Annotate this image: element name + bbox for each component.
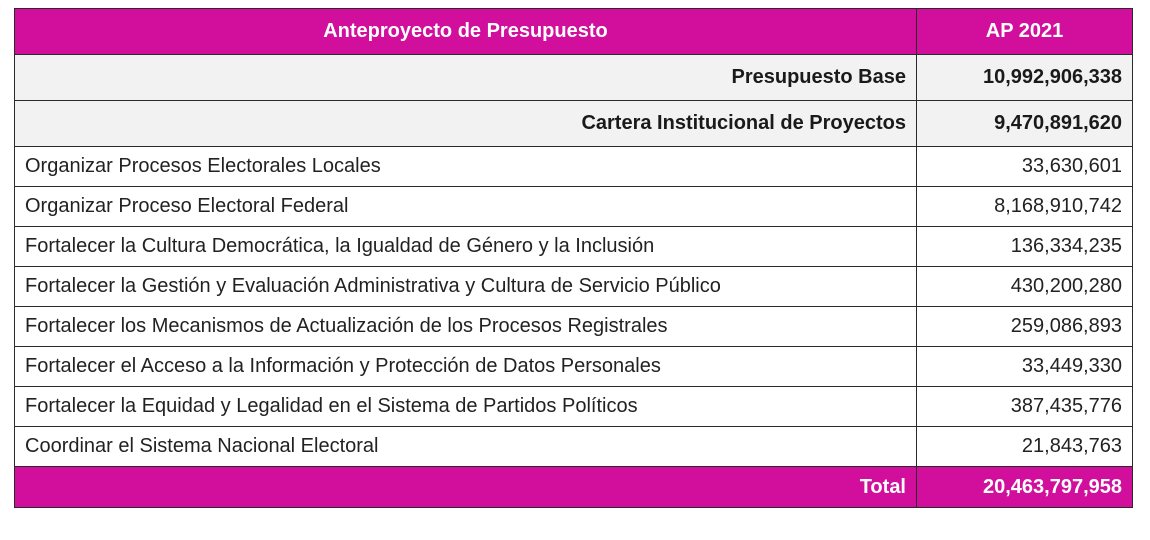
table-row	[15, 307, 1133, 347]
budget-table	[14, 8, 1133, 508]
subtotal-label: Presupuesto Base	[15, 55, 917, 101]
table-row	[15, 427, 1133, 467]
total-row	[15, 467, 1133, 508]
row-label: Fortalecer la Gestión y Evaluación Administrativa y Cultura de Servicio Público	[15, 267, 917, 307]
row-value: 33,630,601	[917, 147, 1133, 187]
subtotal-label: Cartera Institucional de Proyectos	[15, 101, 917, 147]
row-label: Fortalecer los Mecanismos de Actualización de los Procesos Registrales	[15, 307, 917, 347]
row-value: 387,435,776	[917, 387, 1133, 427]
row-value: 8,168,910,742	[917, 187, 1133, 227]
row-value: 33,449,330	[917, 347, 1133, 387]
row-value: 259,086,893	[917, 307, 1133, 347]
table-row	[15, 227, 1133, 267]
subtotal-value: 10,992,906,338	[917, 55, 1133, 101]
budget-table-container	[14, 8, 1132, 508]
total-label: Total	[15, 467, 917, 508]
table-row	[15, 187, 1133, 227]
table-row	[15, 147, 1133, 187]
table-row	[15, 387, 1133, 427]
row-value: 136,334,235	[917, 227, 1133, 267]
table-row	[15, 347, 1133, 387]
subtotal-row-presupuesto-base	[15, 55, 1133, 101]
header-column-ap2021: AP 2021	[917, 9, 1133, 55]
row-label: Fortalecer la Equidad y Legalidad en el Sistema de Partidos Políticos	[15, 387, 917, 427]
row-label: Coordinar el Sistema Nacional Electoral	[15, 427, 917, 467]
row-label: Fortalecer la Cultura Democrática, la Igualdad de Género y la Inclusión	[15, 227, 917, 267]
row-value: 21,843,763	[917, 427, 1133, 467]
row-label: Fortalecer el Acceso a la Información y Protección de Datos Personales	[15, 347, 917, 387]
row-value: 430,200,280	[917, 267, 1133, 307]
table-row	[15, 267, 1133, 307]
subtotal-value: 9,470,891,620	[917, 101, 1133, 147]
header-label: Anteproyecto de Presupuesto	[15, 9, 917, 55]
subtotal-row-cartera	[15, 101, 1133, 147]
table-header-row	[15, 9, 1133, 55]
total-value: 20,463,797,958	[917, 467, 1133, 508]
row-label: Organizar Procesos Electorales Locales	[15, 147, 917, 187]
row-label: Organizar Proceso Electoral Federal	[15, 187, 917, 227]
